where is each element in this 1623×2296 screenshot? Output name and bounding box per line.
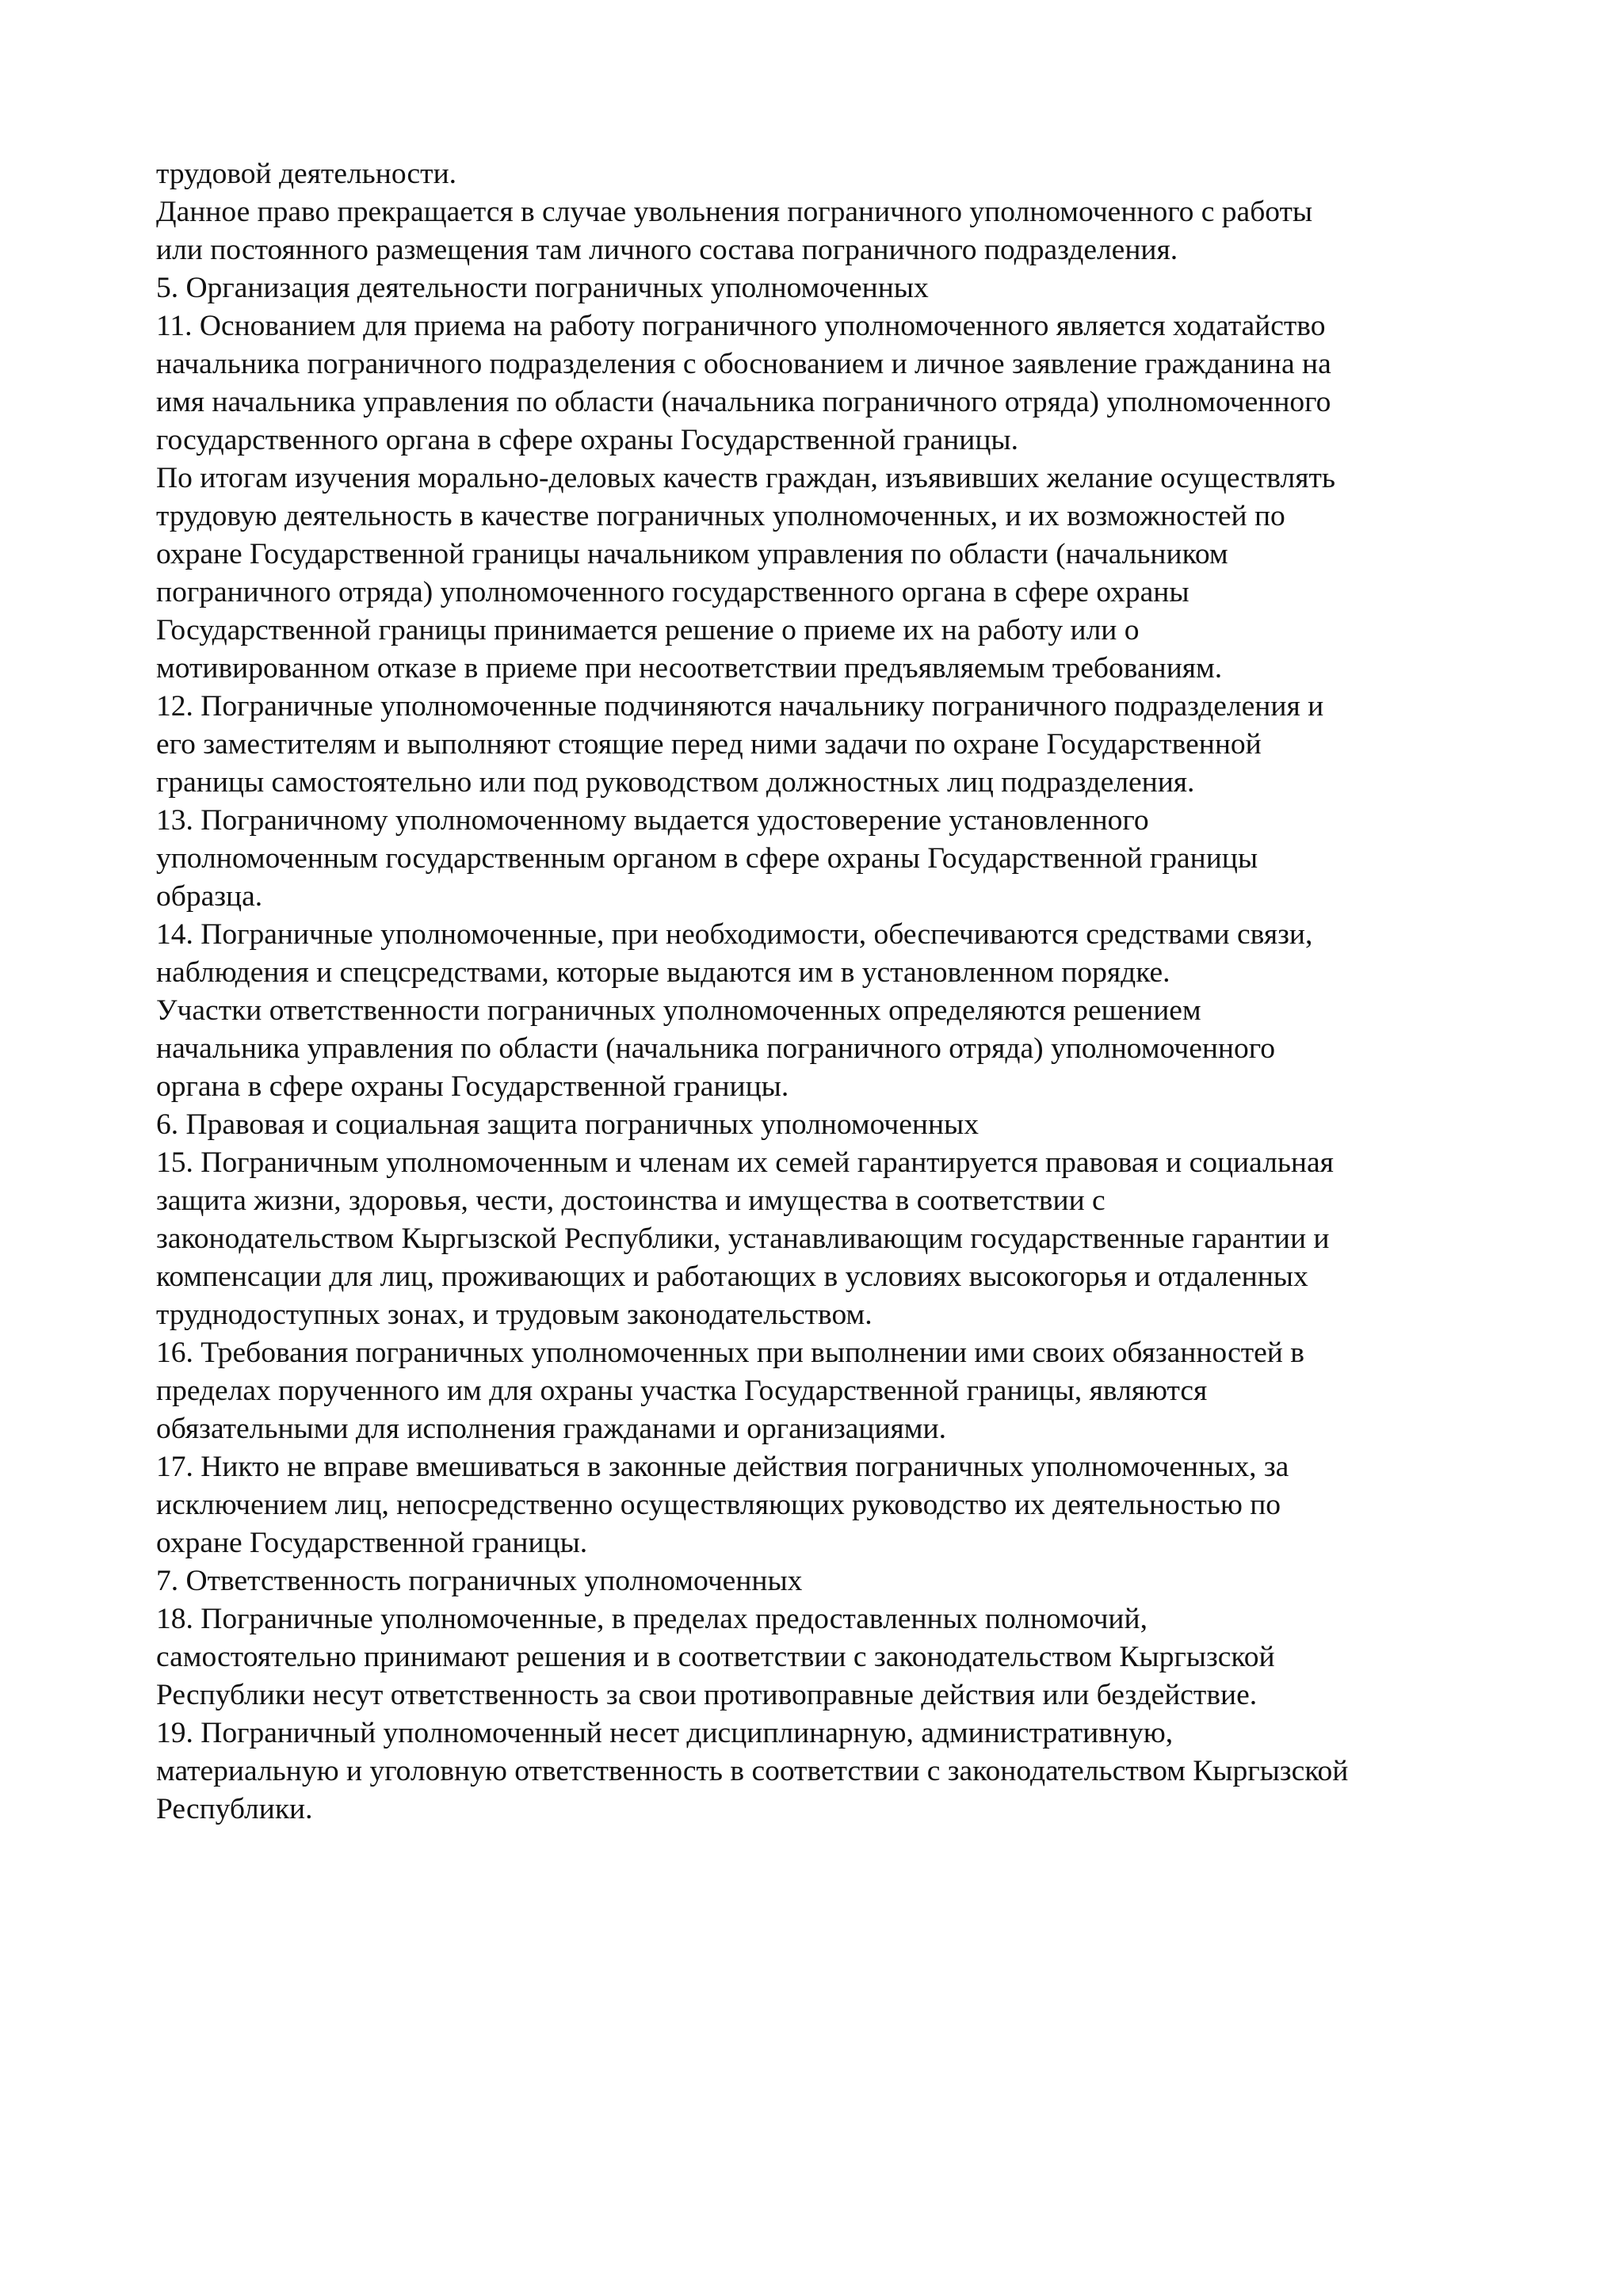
text-line: наблюдения и спецсредствами, которые выдаются им в установленном порядке. (156, 956, 1170, 989)
text-line: компенсации для лиц, проживающих и работающих в условиях высокогорья и отдаленных (156, 1261, 1308, 1293)
text-line: 11. Основанием для приема на работу пограничного уполномоченного является ходатайство (156, 310, 1326, 342)
text-line: Республики несут ответственность за свои противоправные действия или бездействие. (156, 1679, 1258, 1711)
text-line: органа в сфере охраны Государственной границы. (156, 1070, 789, 1103)
text-line: Государственной границы принимается решение о приеме их на работу или о (156, 614, 1140, 646)
text-line: 15. Пограничным уполномоченным и членам их семей гарантируется правовая и социальная (156, 1146, 1334, 1179)
text-line: Участки ответственности пограничных уполномоченных определяются решением (156, 994, 1201, 1027)
document-body (156, 155, 1519, 1829)
text-line: 12. Пограничные уполномоченные подчиняются начальнику пограничного подразделения и (156, 690, 1324, 723)
text-line: 13. Пограничному уполномоченному выдается удостоверение установленного (156, 804, 1149, 837)
text-line: По итогам изучения морально-деловых качеств граждан, изъявивших желание осуществлять (156, 462, 1336, 494)
text-line: или постоянного размещения там личного состава пограничного подразделения. (156, 234, 1178, 266)
section-heading: 5. Организация деятельности пограничных уполномоченных (156, 272, 929, 304)
text-line: 18. Пограничные уполномоченные, в пределах предоставленных полномочий, (156, 1603, 1148, 1635)
text-line: 17. Никто не вправе вмешиваться в законные действия пограничных уполномоченных, за (156, 1451, 1289, 1483)
text-line: законодательством Кыргызской Республики, устанавливающим государственные гарантии и (156, 1222, 1330, 1255)
section-heading: 6. Правовая и социальная защита пограничных уполномоченных (156, 1108, 979, 1141)
text-line: 19. Пограничный уполномоченный несет дисциплинарную, административную, (156, 1717, 1174, 1749)
text-line: имя начальника управления по области (начальника пограничного отряда) уполномоченного (156, 386, 1331, 418)
text-line: Республики. (156, 1793, 313, 1825)
text-line: 14. Пограничные уполномоченные, при необходимости, обеспечиваются средствами связи, (156, 918, 1313, 951)
text-line: трудовую деятельность в качестве пограничных уполномоченных, и их возможностей по (156, 500, 1285, 532)
text-line: уполномоченным государственным органом в сфере охраны Государственной границы (156, 842, 1258, 875)
text-line: 16. Требования пограничных уполномоченных при выполнении ими своих обязанностей в (156, 1337, 1304, 1369)
text-line: материальную и уголовную ответственность в соответствии с законодательством Кыргызской (156, 1755, 1349, 1787)
text-line: исключением лиц, непосредственно осуществляющих руководство их деятельностью по (156, 1489, 1281, 1521)
text-line: трудовой деятельности. (156, 158, 457, 190)
text-line: государственного органа в сфере охраны Государственной границы. (156, 424, 1018, 456)
text-line: самостоятельно принимают решения и в соответствии с законодательством Кыргызской (156, 1641, 1275, 1673)
text-line: его заместителям и выполняют стоящие перед ними задачи по охране Государственной (156, 728, 1262, 761)
text-line: охране Государственной границы начальником управления по области (начальником (156, 538, 1228, 570)
text-line: образца. (156, 880, 263, 913)
text-line: Данное право прекращается в случае увольнения пограничного уполномоченного с работы (156, 196, 1313, 228)
text-line: границы самостоятельно или под руководством должностных лиц подразделения. (156, 766, 1195, 799)
text-line: пределах порученного им для охраны участка Государственной границы, являются (156, 1375, 1208, 1407)
section-heading: 7. Ответственность пограничных уполномоченных (156, 1565, 803, 1597)
text-line: охране Государственной границы. (156, 1527, 588, 1559)
text-line: начальника управления по области (начальника пограничного отряда) уполномоченного (156, 1032, 1275, 1065)
text-line: защита жизни, здоровья, чести, достоинства и имущества в соответствии с (156, 1184, 1106, 1217)
text-line: начальника пограничного подразделения с обоснованием и личное заявление гражданина на (156, 348, 1331, 380)
text-line: мотивированном отказе в приеме при несоответствии предъявляемым требованиям. (156, 652, 1223, 685)
text-line: пограничного отряда) уполномоченного государственного органа в сфере охраны (156, 576, 1190, 608)
text-line: труднодоступных зонах, и трудовым законодательством. (156, 1299, 873, 1331)
text-line: обязательными для исполнения гражданами и организациями. (156, 1413, 946, 1445)
